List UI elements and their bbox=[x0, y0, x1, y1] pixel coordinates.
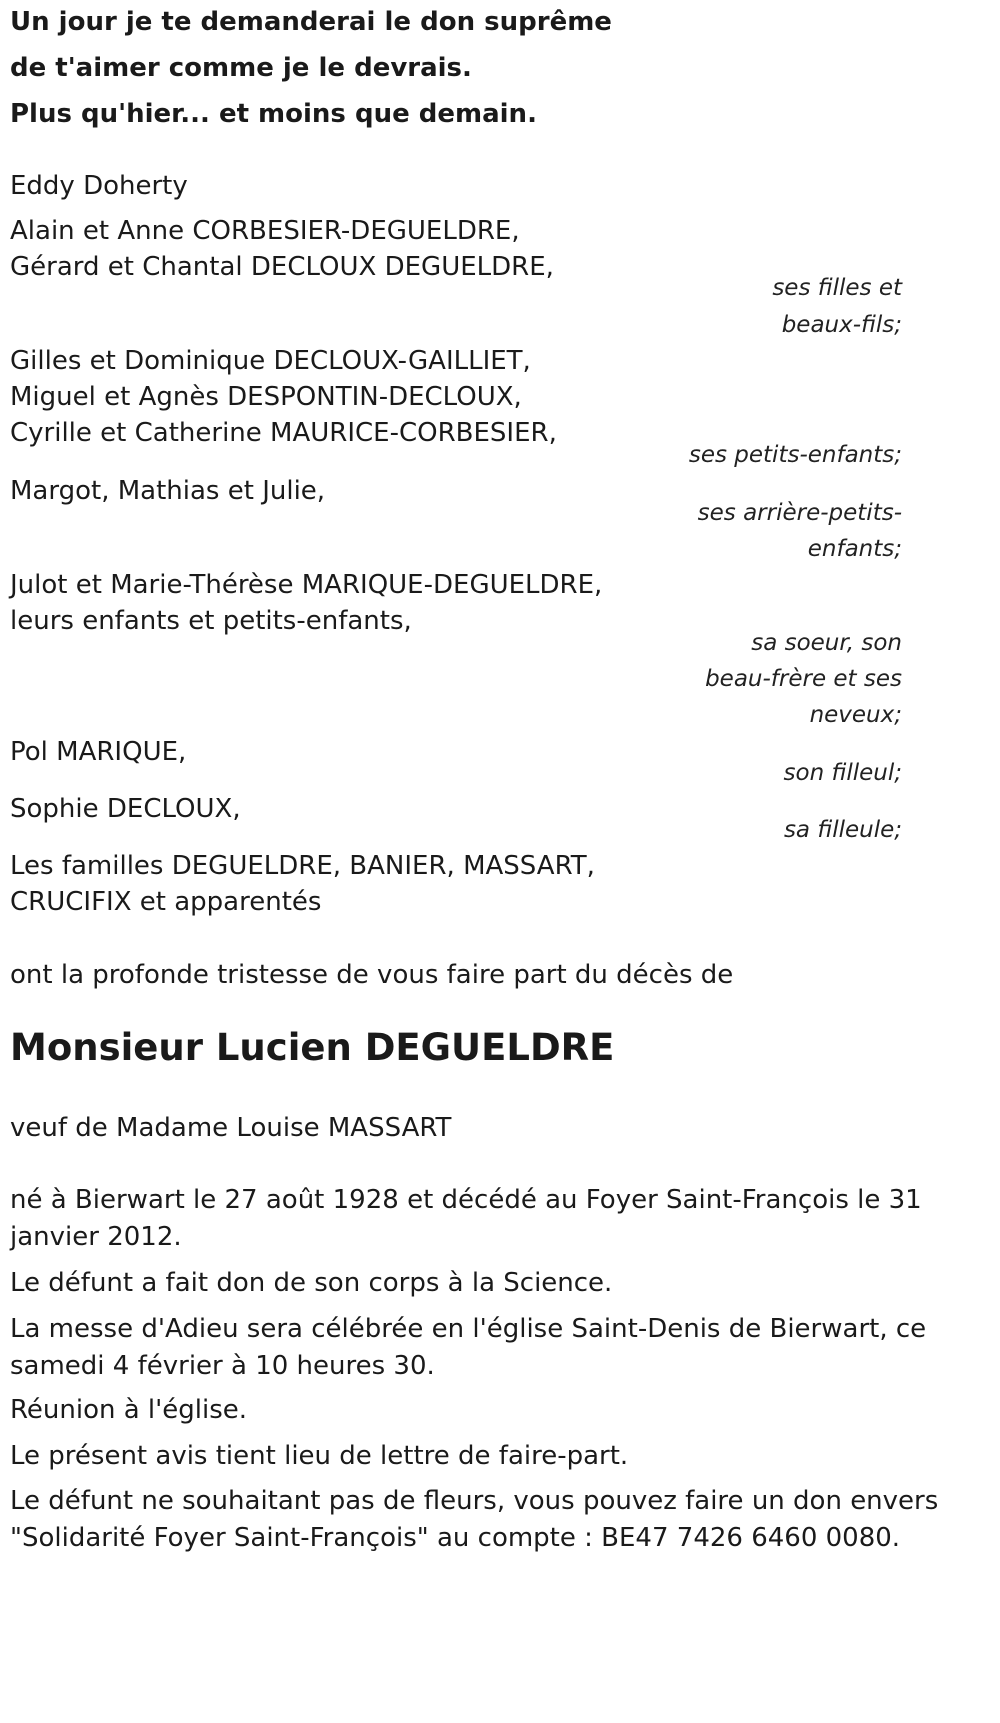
relation-sister-3: neveux; bbox=[809, 702, 902, 728]
daughters-line-2: Gérard et Chantal DECLOUX DEGUELDRE, bbox=[10, 252, 554, 282]
families-line-1: Les familles DEGUELDRE, BANIER, MASSART, bbox=[10, 851, 595, 881]
relation-great-grandchildren-1: ses arrière-petits- bbox=[697, 500, 902, 526]
godson-line: Pol MARIQUE, bbox=[10, 737, 187, 767]
relation-godson: son filleul; bbox=[783, 760, 902, 786]
notice-text: Le présent avis tient lieu de lettre de faire-part. bbox=[10, 1441, 629, 1471]
great-grandchildren-line: Margot, Mathias et Julie, bbox=[10, 476, 326, 506]
families-line-2: CRUCIFIX et apparentés bbox=[10, 887, 322, 917]
relation-daughters-1: ses filles et bbox=[772, 275, 902, 301]
sister-line-2: leurs enfants et petits-enfants, bbox=[10, 606, 412, 636]
relation-daughters-2: beaux-fils; bbox=[781, 312, 902, 338]
poem-line-3: Plus qu'hier... et moins que demain. bbox=[10, 99, 537, 129]
goddaughter-line: Sophie DECLOUX, bbox=[10, 794, 241, 824]
companion-name: Eddy Doherty bbox=[10, 171, 188, 201]
body-donation-text: Le défunt a fait don de son corps à la Science. bbox=[10, 1268, 613, 1298]
daughters-line-1: Alain et Anne CORBESIER-DEGUELDRE, bbox=[10, 216, 520, 246]
birth-death-text: né à Bierwart le 27 août 1928 et décédé au Foyer Saint-François le 31 janvier 2012. bbox=[10, 1185, 922, 1252]
deceased-name: Monsieur Lucien DEGUELDRE bbox=[10, 1026, 615, 1069]
flowers-donation-text: Le défunt ne souhaitant pas de fleurs, vous pouvez faire un don envers "Solidarité Foyer Saint-François" au compte : BE47 7426 6460 0080. bbox=[10, 1486, 939, 1553]
relation-sister-2: beau-frère et ses bbox=[705, 666, 902, 692]
relation-great-grandchildren-2: enfants; bbox=[807, 536, 902, 562]
poem-line-1: Un jour je te demanderai le don suprême bbox=[10, 7, 612, 37]
mass-text: La messe d'Adieu sera célébrée en l'église Saint-Denis de Bierwart, ce samedi 4 février à 10 heures 30. bbox=[10, 1314, 927, 1381]
meeting-text: Réunion à l'église. bbox=[10, 1395, 248, 1425]
grandchildren-line-1: Gilles et Dominique DECLOUX-GAILLIET, bbox=[10, 346, 531, 376]
relation-grandchildren: ses petits-enfants; bbox=[688, 442, 902, 468]
announcement-text: ont la profonde tristesse de vous faire part du décès de bbox=[10, 960, 734, 990]
sister-line-1: Julot et Marie-Thérèse MARIQUE-DEGUELDRE, bbox=[10, 570, 603, 600]
relation-sister-1: sa soeur, son bbox=[751, 630, 902, 656]
widower-of: veuf de Madame Louise MASSART bbox=[10, 1113, 452, 1143]
grandchildren-line-2: Miguel et Agnès DESPONTIN-DECLOUX, bbox=[10, 382, 522, 412]
poem-line-2: de t'aimer comme je le devrais. bbox=[10, 53, 472, 83]
relation-goddaughter: sa filleule; bbox=[783, 817, 902, 843]
grandchildren-line-3: Cyrille et Catherine MAURICE-CORBESIER, bbox=[10, 418, 557, 448]
